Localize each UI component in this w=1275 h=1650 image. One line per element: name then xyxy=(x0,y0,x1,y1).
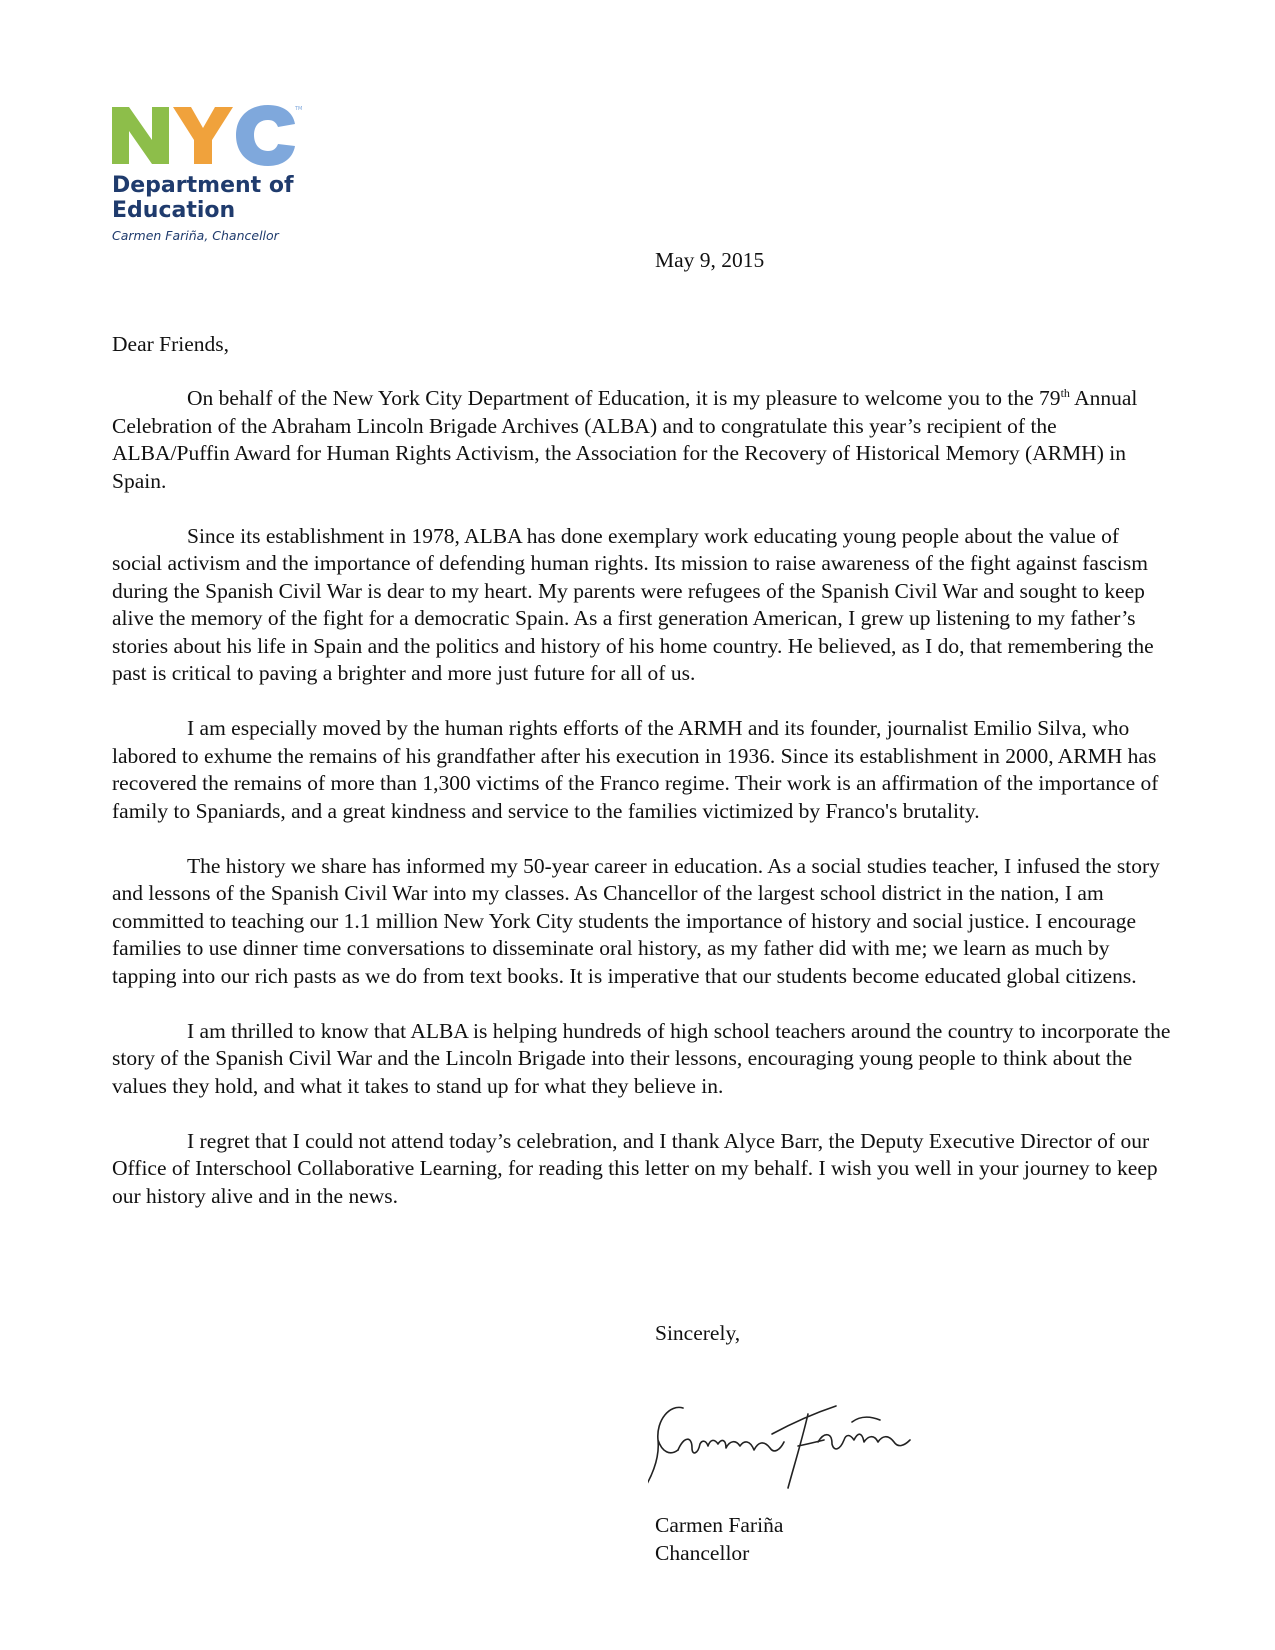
letter-date: May 9, 2015 xyxy=(655,248,765,272)
signer-title: Chancellor xyxy=(655,1541,750,1565)
svg-text:TM: TM xyxy=(295,106,302,112)
signer-name: Carmen Fariña xyxy=(655,1513,784,1537)
paragraph: Since its establishment in 1978, ALBA has done exemplary work educating young people about the value of social activism and the importance of defending human rights. Its mission to raise awareness of the fight against fascism during the Spanish Civil War is dear to my heart. My parents were refugees of the Spanish Civil War and sought to keep alive the memory of the fight for a democratic Spain. As a first generation American, I grew up listening to my father’s stories about his life in Spain and the politics and history of his home country. He believed, as I do, that remembering the past is critical to paving a brighter and more just future for all of us. xyxy=(112,523,1154,685)
logo-chancellor-line: Carmen Fariña, Chancellor xyxy=(112,228,279,243)
paragraph: I am especially moved by the human rights efforts of the ARMH and its founder, journalist Emilio Silva, who labored to exhume the remains of his grandfather after his execution in 1936. Since its establishment in 2000, ARMH has recovered the remains of more than 1,300 victims of the Franco regime. Their work is an affirmation of the importance of family to Spaniards, and a great kindness and service to the families victimized by Franco's brutality. xyxy=(112,716,1159,823)
letter-body xyxy=(112,385,1172,1238)
handwritten-signature xyxy=(648,1360,938,1500)
nyc-logo-mark xyxy=(112,104,302,168)
paragraph xyxy=(112,385,1172,495)
paragraph: I am thrilled to know that ALBA is helping hundreds of high school teachers around the country to incorporate the story of the Spanish Civil War and the Lincoln Brigade into their lessons, encouraging young people to think about the values they hold, and what it takes to stand up for what they believe in. xyxy=(112,1018,1171,1098)
paragraph: The history we share has informed my 50-year career in education. As a social studies teacher, I infused the story and lessons of the Spanish Civil War into my classes. As Chancellor of the largest school district in the nation, I am committed to teaching our 1.1 million New York City students the importance of history and social justice. I encourage families to use dinner time conversations to disseminate oral history, as my father did with me; we learn as much by tapping into our rich pasts as we do from text books. It is imperative that our students become educated global citizens. xyxy=(112,853,1160,988)
paragraph-text: On behalf of the New York City Department of Education, it is my pleasure to welcome you to the 79 xyxy=(187,386,1061,410)
salutation: Dear Friends, xyxy=(112,332,230,356)
nyc-doe-logo xyxy=(112,104,412,254)
closing: Sincerely, xyxy=(655,1321,741,1345)
paragraph-text: Annual Celebration of the Abraham Lincoln Brigade Archives (ALBA) and to congratulate this year’s recipient of the ALBA/Puffin Award for Human Rights Activism, the Association for the Recovery of Historical Memory (ARMH) in Spain. xyxy=(112,386,1138,493)
department-name-line1: Department of xyxy=(112,173,294,198)
department-name-line2: Education xyxy=(112,198,236,223)
ordinal-suffix: th xyxy=(1060,385,1070,400)
paragraph: I regret that I could not attend today’s celebration, and I thank Alyce Barr, the Deputy Executive Director of our Office of Interschool Collaborative Learning, for reading this letter on my behalf. I wish you well in your journey to keep our history alive and in the news. xyxy=(112,1128,1158,1208)
